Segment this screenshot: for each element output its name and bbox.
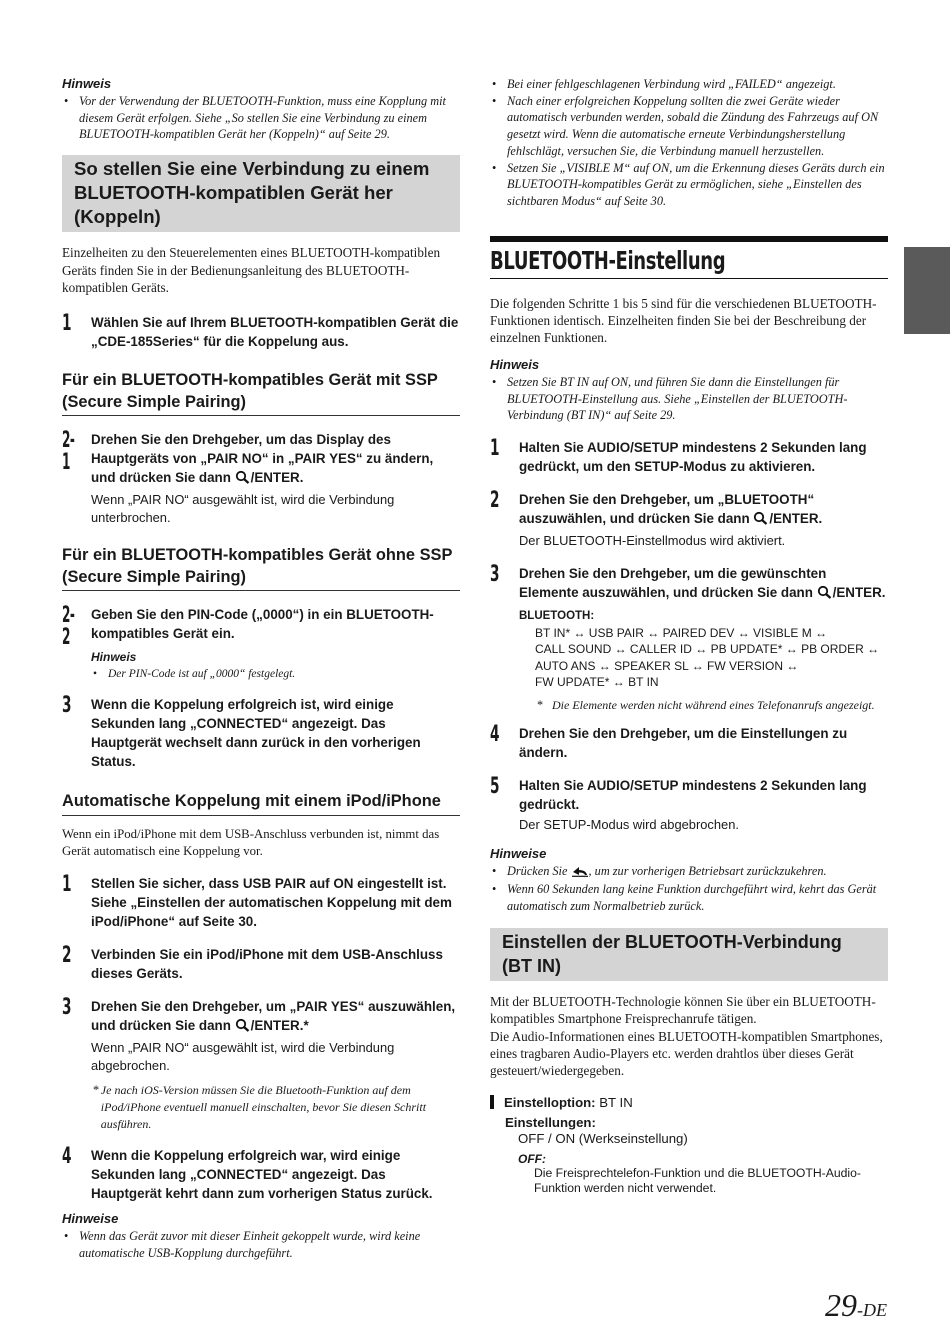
return-icon — [571, 865, 589, 882]
setup-step-2 — [490, 487, 888, 550]
intro-paragraph: Einzelheiten zu den Steuerelementen eines BLUETOOTH-kompatiblen Geräts finden Sie in der Bedienungsanleitung des BLUETOOTH-kompatiblen Geräts. — [62, 245, 441, 295]
main-section-heading: BLUETOOTH-Einstellung — [490, 236, 888, 279]
subheading-ssp: Für ein BLUETOOTH-kompatibles Gerät mit SSP (Secure Simple Pairing) — [62, 370, 460, 416]
step-2-1 — [62, 430, 460, 527]
note-item: • Nach einer erfolgreichen Koppelung sollten die zwei Geräte wieder automatisch verbunden werden, sobald die Zündung des Fahrzeugs auf ON gesetzt wird. Wenn die automatische erneute Verbindungsherstellung fehlschlägt, versuchen Sie, die Verbindung manuell herzustellen. — [490, 93, 888, 160]
option-marker — [490, 1095, 494, 1109]
step-number: 5 — [490, 773, 499, 799]
step-subtext: Wenn „PAIR NO“ ausgewählt ist, wird die Verbindung abgebrochen. — [91, 1040, 395, 1074]
right-column — [490, 76, 888, 1196]
rotary-encoder-label: Drehgeber — [620, 565, 687, 581]
notes-list — [62, 1228, 460, 1261]
step-text: Geben Sie den PIN-Code („0000“) in ein BLUETOOTH-kompatibles Gerät ein. — [91, 607, 434, 642]
rotary-encoder-label: Drehgeber — [192, 999, 259, 1015]
enter-label: /ENTER — [250, 470, 300, 486]
rotary-encoder-label: Drehgeber — [620, 491, 687, 507]
bt-menu-line: BT IN* ↔ USB PAIR ↔ PAIRED DEV ↔ VISIBLE M ↔ — [535, 625, 828, 640]
ipod-step-4 — [62, 1146, 460, 1203]
step-number: 1 — [490, 435, 499, 461]
note-list — [62, 93, 460, 143]
bt-in-paragraph: Mit der BLUETOOTH-Technologie können Sie über ein BLUETOOTH-kompatibles Smartphone Freisprechanrufe tätigen. — [490, 993, 876, 1027]
note-item: • Der PIN-Code ist auf „0000“ festgelegt. — [91, 666, 460, 683]
step-text: Stellen Sie sicher, dass USB PAIR auf ON eingestellt ist. Siehe „Einstellen der automatischen Koppelung mit dem iPod/iPhone“ auf Seite 30. — [91, 876, 452, 930]
step-text: Drehen Sie den Drehgeber, um „BLUETOOTH“ auszuwählen, und drücken Sie dann /ENTER. — [519, 490, 888, 530]
option-value: BT IN — [599, 1094, 633, 1110]
step-3 — [62, 695, 460, 771]
page-number: 29-DE — [825, 1287, 887, 1323]
step-subtext: Der BLUETOOTH-Einstellmodus wird aktiviert. — [519, 532, 786, 548]
ipod-step-2 — [62, 945, 460, 983]
note-item: • Wenn 60 Sekunden lang keine Funktion durchgeführt wird, kehrt das Gerät automatisch zum Normalbetrieb zurück. — [490, 881, 888, 914]
note-item: • Setzen Sie „VISIBLE M“ auf ON, um die Erkennung dieses Geräts durch ein BLUETOOTH-kompatibles Gerät zu ermöglichen, siehe „Einstellen des sichtbaren Modus“ auf Seite 30. — [490, 160, 888, 210]
ipod-step-1 — [62, 874, 460, 931]
step-number: 1 — [62, 872, 71, 898]
bt-menu-line: AUTO ANS ↔ SPEAKER SL ↔ FW VERSION ↔ — [535, 658, 799, 673]
footnote: * Je nach iOS-Version müssen Sie die Bluetooth-Funktion auf dem iPod/iPhone eventuell manuell einschalten, bevor Sie diesen Schritt ausführen. — [93, 1083, 427, 1131]
step-text: Halten Sie AUDIO/SETUP mindestens 2 Sekunden lang gedrückt, um den SETUP-Modus zu aktivieren. — [519, 439, 867, 474]
step-text: Wenn die Koppelung erfolgreich war, wird einige Sekunden lang „CONNECTED“ angezeigt. Das Hauptgerät kehrt dann zum vorherigen Status zurück. — [91, 1148, 433, 1202]
step-number: 2-1 — [62, 428, 75, 476]
section-heading-bt-in: Einstellen der BLUETOOTH-Verbindung (BT IN) — [490, 928, 888, 981]
audio-setup-label: AUDIO/SETUP — [586, 777, 679, 793]
enter-label: /ENTER — [250, 1018, 300, 1034]
step-1 — [62, 313, 460, 351]
note-heading: Hinweis — [490, 356, 540, 372]
search-icon — [235, 470, 251, 489]
step-text: Verbinden Sie ein iPod/iPhone mit dem USB-Anschluss dieses Geräts. — [91, 947, 443, 982]
step-number: 2-2 — [62, 603, 75, 651]
note-item: • Drücken Sie , um zur vorherigen Betriebsart zurückzukehren. — [490, 863, 888, 882]
ipod-step-3 — [62, 997, 460, 1132]
note-item: • Bei einer fehlgeschlagenen Verbindung wird „FAILED“ angezeigt. — [490, 76, 888, 93]
step-number: 4 — [490, 721, 499, 747]
bt-menu-sequence — [519, 625, 888, 691]
step-number: 3 — [62, 693, 71, 719]
option-label: Einstelloption: — [504, 1094, 596, 1110]
step-text: Halten Sie AUDIO/SETUP mindestens 2 Sekunden lang gedrückt. — [519, 777, 867, 812]
notes-heading: Hinweise — [62, 1211, 119, 1227]
step-number: 2 — [490, 487, 499, 513]
note-list — [490, 374, 888, 424]
step-text: Drehen Sie den Drehgeber, um die Einstellungen zu ändern. — [519, 725, 848, 760]
setup-step-3 — [490, 561, 888, 714]
enter-label: /ENTER — [832, 584, 882, 600]
step-number: 2 — [62, 943, 71, 969]
step-number: 3 — [490, 561, 499, 587]
bt-menu-line: CALL SOUND ↔ CALLER ID ↔ PB UPDATE* ↔ PB ORDER ↔ — [535, 642, 880, 657]
step-text: Drehen Sie den Drehgeber, um „PAIR YES“ auszuwählen, und drücken Sie dann /ENTER.* — [91, 997, 460, 1037]
off-label: OFF: — [518, 1151, 546, 1166]
note-heading: Hinweis — [62, 76, 112, 91]
bt-menu-label: BLUETOOTH: — [519, 609, 595, 622]
footnote: * Die Elemente werden nicht während eines Telefonanrufs angezeigt. — [537, 697, 875, 712]
rotary-encoder-label: Drehgeber — [620, 725, 687, 741]
audio-setup-label: AUDIO/SETUP — [586, 439, 679, 455]
step-number: 3 — [62, 995, 71, 1021]
setup-step-5 — [490, 773, 888, 834]
settings-label: Einstellungen: — [505, 1114, 596, 1130]
note-item: • Vor der Verwendung der BLUETOOTH-Funktion, muss eine Kopplung mit diesem Gerät erfolgen. Siehe „So stellen Sie eine Verbindung zu einem BLUETOOTH-kompatiblen Gerät her (Koppeln)“ auf Seite 29. — [62, 93, 460, 143]
note-list — [91, 666, 460, 683]
search-icon — [817, 585, 833, 604]
step-text: Drehen Sie den Drehgeber, um das Display des Hauptgeräts von „PAIR NO“ in „PAIR YES“ zu ändern, und drücken Sie dann /ENTER. — [91, 430, 460, 489]
setup-step-1 — [490, 435, 888, 476]
step-subtext: Wenn „PAIR NO“ ausgewählt ist, wird die Verbindung unterbrochen. — [91, 492, 395, 526]
note-item: • Wenn das Gerät zuvor mit dieser Einheit gekoppelt wurde, wird keine automatische USB-Kopplung durchgeführt. — [62, 1228, 460, 1261]
bt-menu-line: FW UPDATE* ↔ BT IN — [535, 675, 659, 690]
ipod-intro: Wenn ein iPod/iPhone mit dem USB-Anschluss verbunden ist, nimmt das Gerät automatisch eine Koppelung vor. — [62, 826, 440, 858]
step-2-2 — [62, 605, 460, 683]
enter-label: /ENTER — [769, 510, 819, 526]
search-icon — [753, 511, 769, 530]
intro-paragraph: Die folgenden Schritte 1 bis 5 sind für die verschiedenen BLUETOOTH-Funktionen identisch. Einzelheiten finden Sie bei der Beschreibung der einzelnen Funktionen. — [490, 295, 877, 346]
search-icon — [235, 1018, 251, 1037]
off-description: Die Freisprechtelefon-Funktion und die BLUETOOTH-Audio-Funktion werden nicht verwendet. — [534, 1165, 861, 1195]
section-tab-marker — [904, 247, 950, 334]
section-heading-pairing: So stellen Sie eine Verbindung zu einem BLUETOOTH-kompatiblen Gerät her (Koppeln) — [62, 155, 460, 232]
subheading-ipod: Automatische Koppelung mit einem iPod/iPhone — [62, 791, 460, 816]
bt-in-paragraph: Die Audio-Informationen eines BLUETOOTH-kompatiblen Smartphones, eines tragbaren Audio-Players etc. werden drahtlos über dieses Gerät gesteuert/wiedergegeben. — [490, 1028, 883, 1079]
step-text: Wählen Sie auf Ihrem BLUETOOTH-kompatiblen Gerät die „CDE-185Series“ für die Koppelung aus. — [91, 315, 459, 350]
step-number: 4 — [62, 1144, 71, 1170]
setting-option-row — [490, 1095, 888, 1110]
settings-value: OFF / ON (Werkseinstellung) — [518, 1130, 688, 1146]
note-heading: Hinweis — [91, 650, 137, 665]
rotary-encoder-label: Drehgeber — [192, 432, 259, 448]
step-subtext: Der SETUP-Modus wird abgebrochen. — [519, 816, 739, 832]
notes-heading: Hinweise — [490, 845, 547, 861]
step-text: Wenn die Koppelung erfolgreich ist, wird einige Sekunden lang „CONNECTED“ angezeigt. Das Hauptgerät wechselt dann zurück in den vorherigen Status. — [91, 697, 421, 770]
setup-step-4 — [490, 721, 888, 762]
notes-list — [490, 863, 888, 915]
left-column — [62, 76, 460, 1262]
step-number: 1 — [62, 311, 71, 337]
pairing-notes-list — [490, 76, 888, 210]
subheading-no-ssp: Für ein BLUETOOTH-kompatibles Gerät ohne SSP (Secure Simple Pairing) — [62, 545, 460, 591]
step-text: Drehen Sie den Drehgeber, um die gewünschten Elemente auszuwählen, und drücken Sie dann /ENTER. — [519, 564, 888, 604]
note-item: • Setzen Sie BT IN auf ON, und führen Sie dann die Einstellungen für BLUETOOTH-Einstellung aus. Siehe „Einstellen der BLUETOOTH-Verbindung (BT IN)“ auf Seite 29. — [490, 374, 888, 424]
